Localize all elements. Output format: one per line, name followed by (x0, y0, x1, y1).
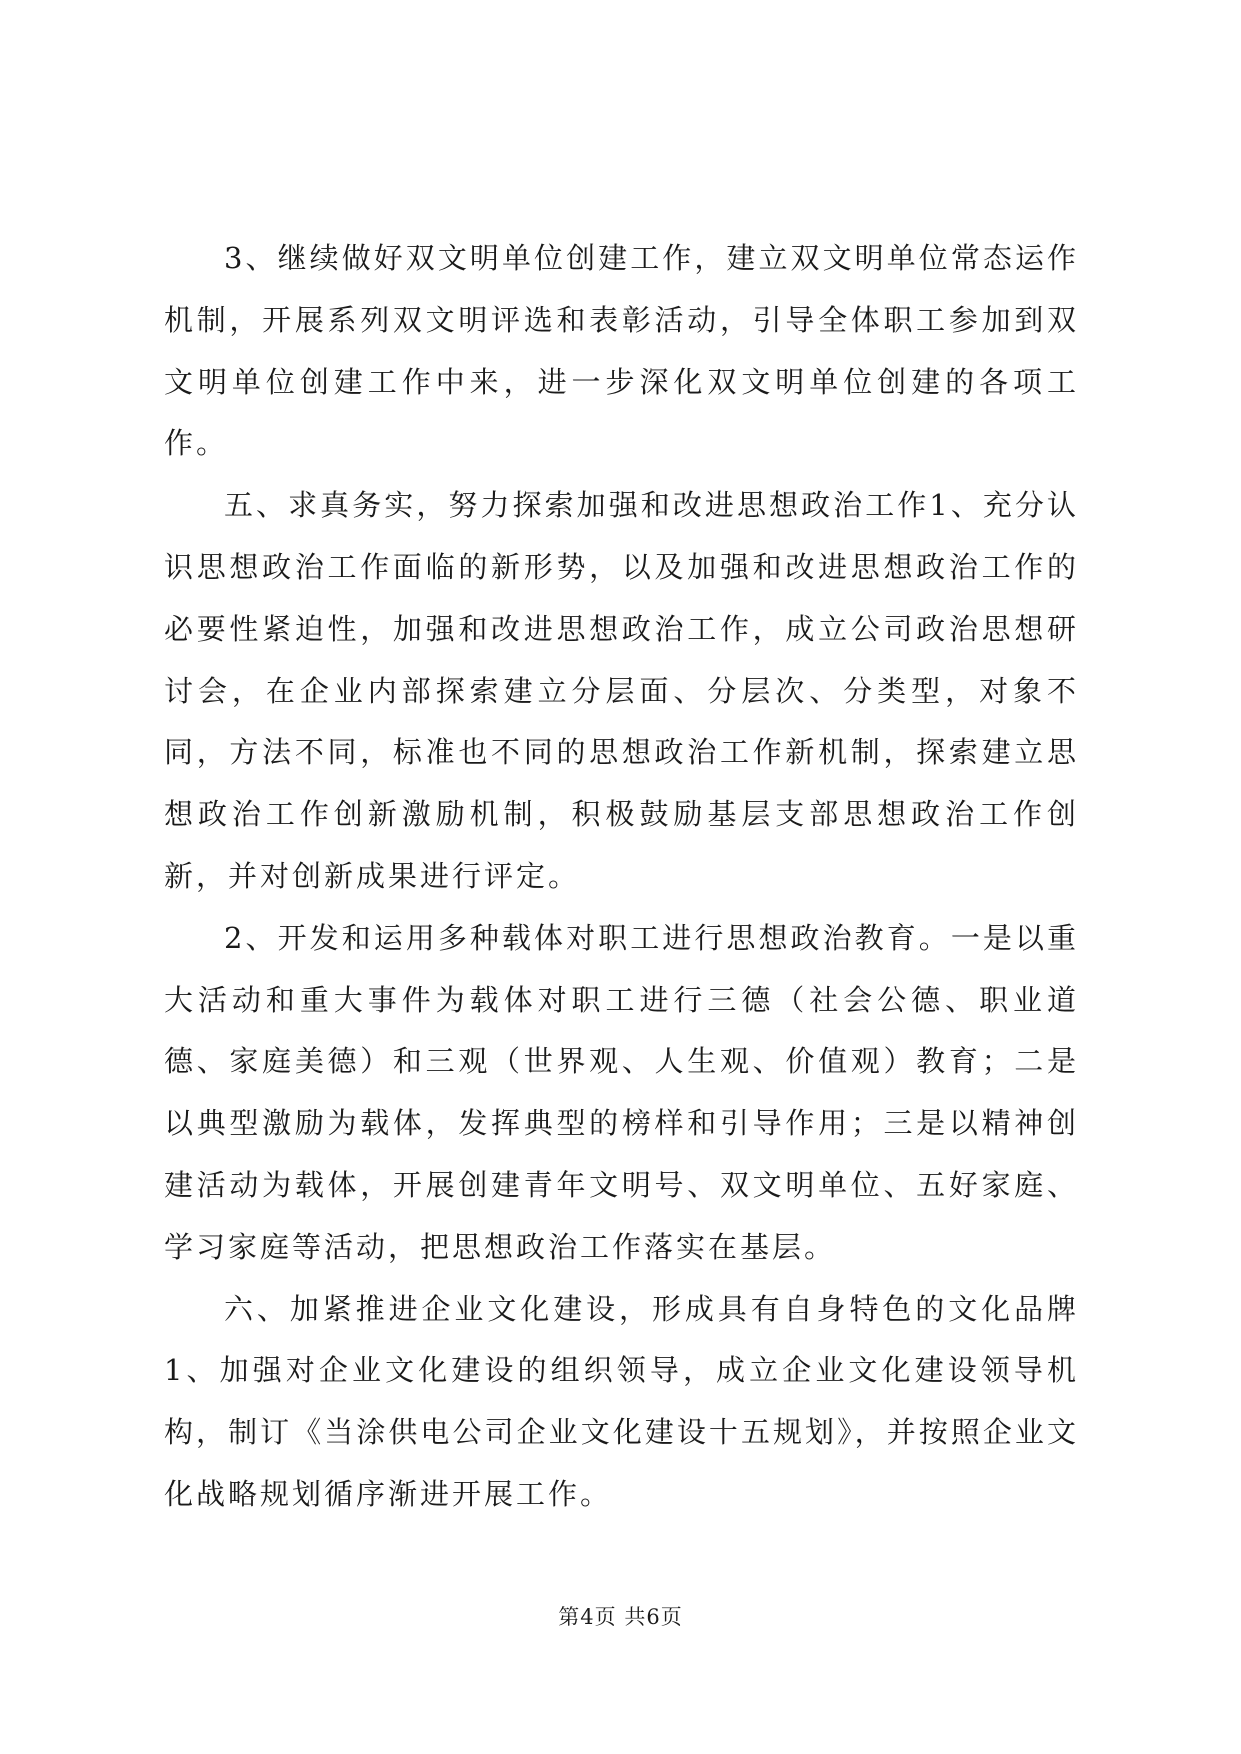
page-footer: 第4页 共6页 (558, 1605, 683, 1629)
paragraph-section-six: 六、加紧推进企业文化建设，形成具有自身特色的文化品牌1、加强对企业文化建设的组织领导，成立企业文化建设领导机构，制订《当涂供电公司企业文化建设十五规划》，并按照企业文化战略规划循序渐进开展工作。 (164, 1291, 1079, 1511)
document-body (164, 228, 1079, 1526)
paragraph-section-five: 五、求真务实，努力探索加强和改进思想政治工作1、充分认识思想政治工作面临的新形势，以及加强和改进思想政治工作的必要性紧迫性，加强和改进思想政治工作，成立公司政治思想研讨会，在企业内部探索建立分层面、分层次、分类型，对象不同，方法不同，标准也不同的思想政治工作新机制，探索建立思想政治工作创新激励机制，积极鼓励基层支部思想政治工作创新，并对创新成果进行评定。 (164, 488, 1079, 893)
paragraph-education-carriers: 2、开发和运用多种载体对职工进行思想政治教育。一是以重大活动和重大事件为载体对职工进行三德（社会公德、职业道德、家庭美德）和三观（世界观、人生观、价值观）教育；二是以典型激励为载体，发挥典型的榜样和引导作用；三是以精神创建活动为载体，开展创建青年文明号、双文明单位、五好家庭、学习家庭等活动，把思想政治工作落实在基层。 (164, 920, 1079, 1264)
paragraph-double-civilization: 3、继续做好双文明单位创建工作，建立双文明单位常态运作机制，开展系列双文明评选和表彰活动，引导全体职工参加到双文明单位创建工作中来，进一步深化双文明单位创建的各项工作。 (164, 241, 1079, 461)
